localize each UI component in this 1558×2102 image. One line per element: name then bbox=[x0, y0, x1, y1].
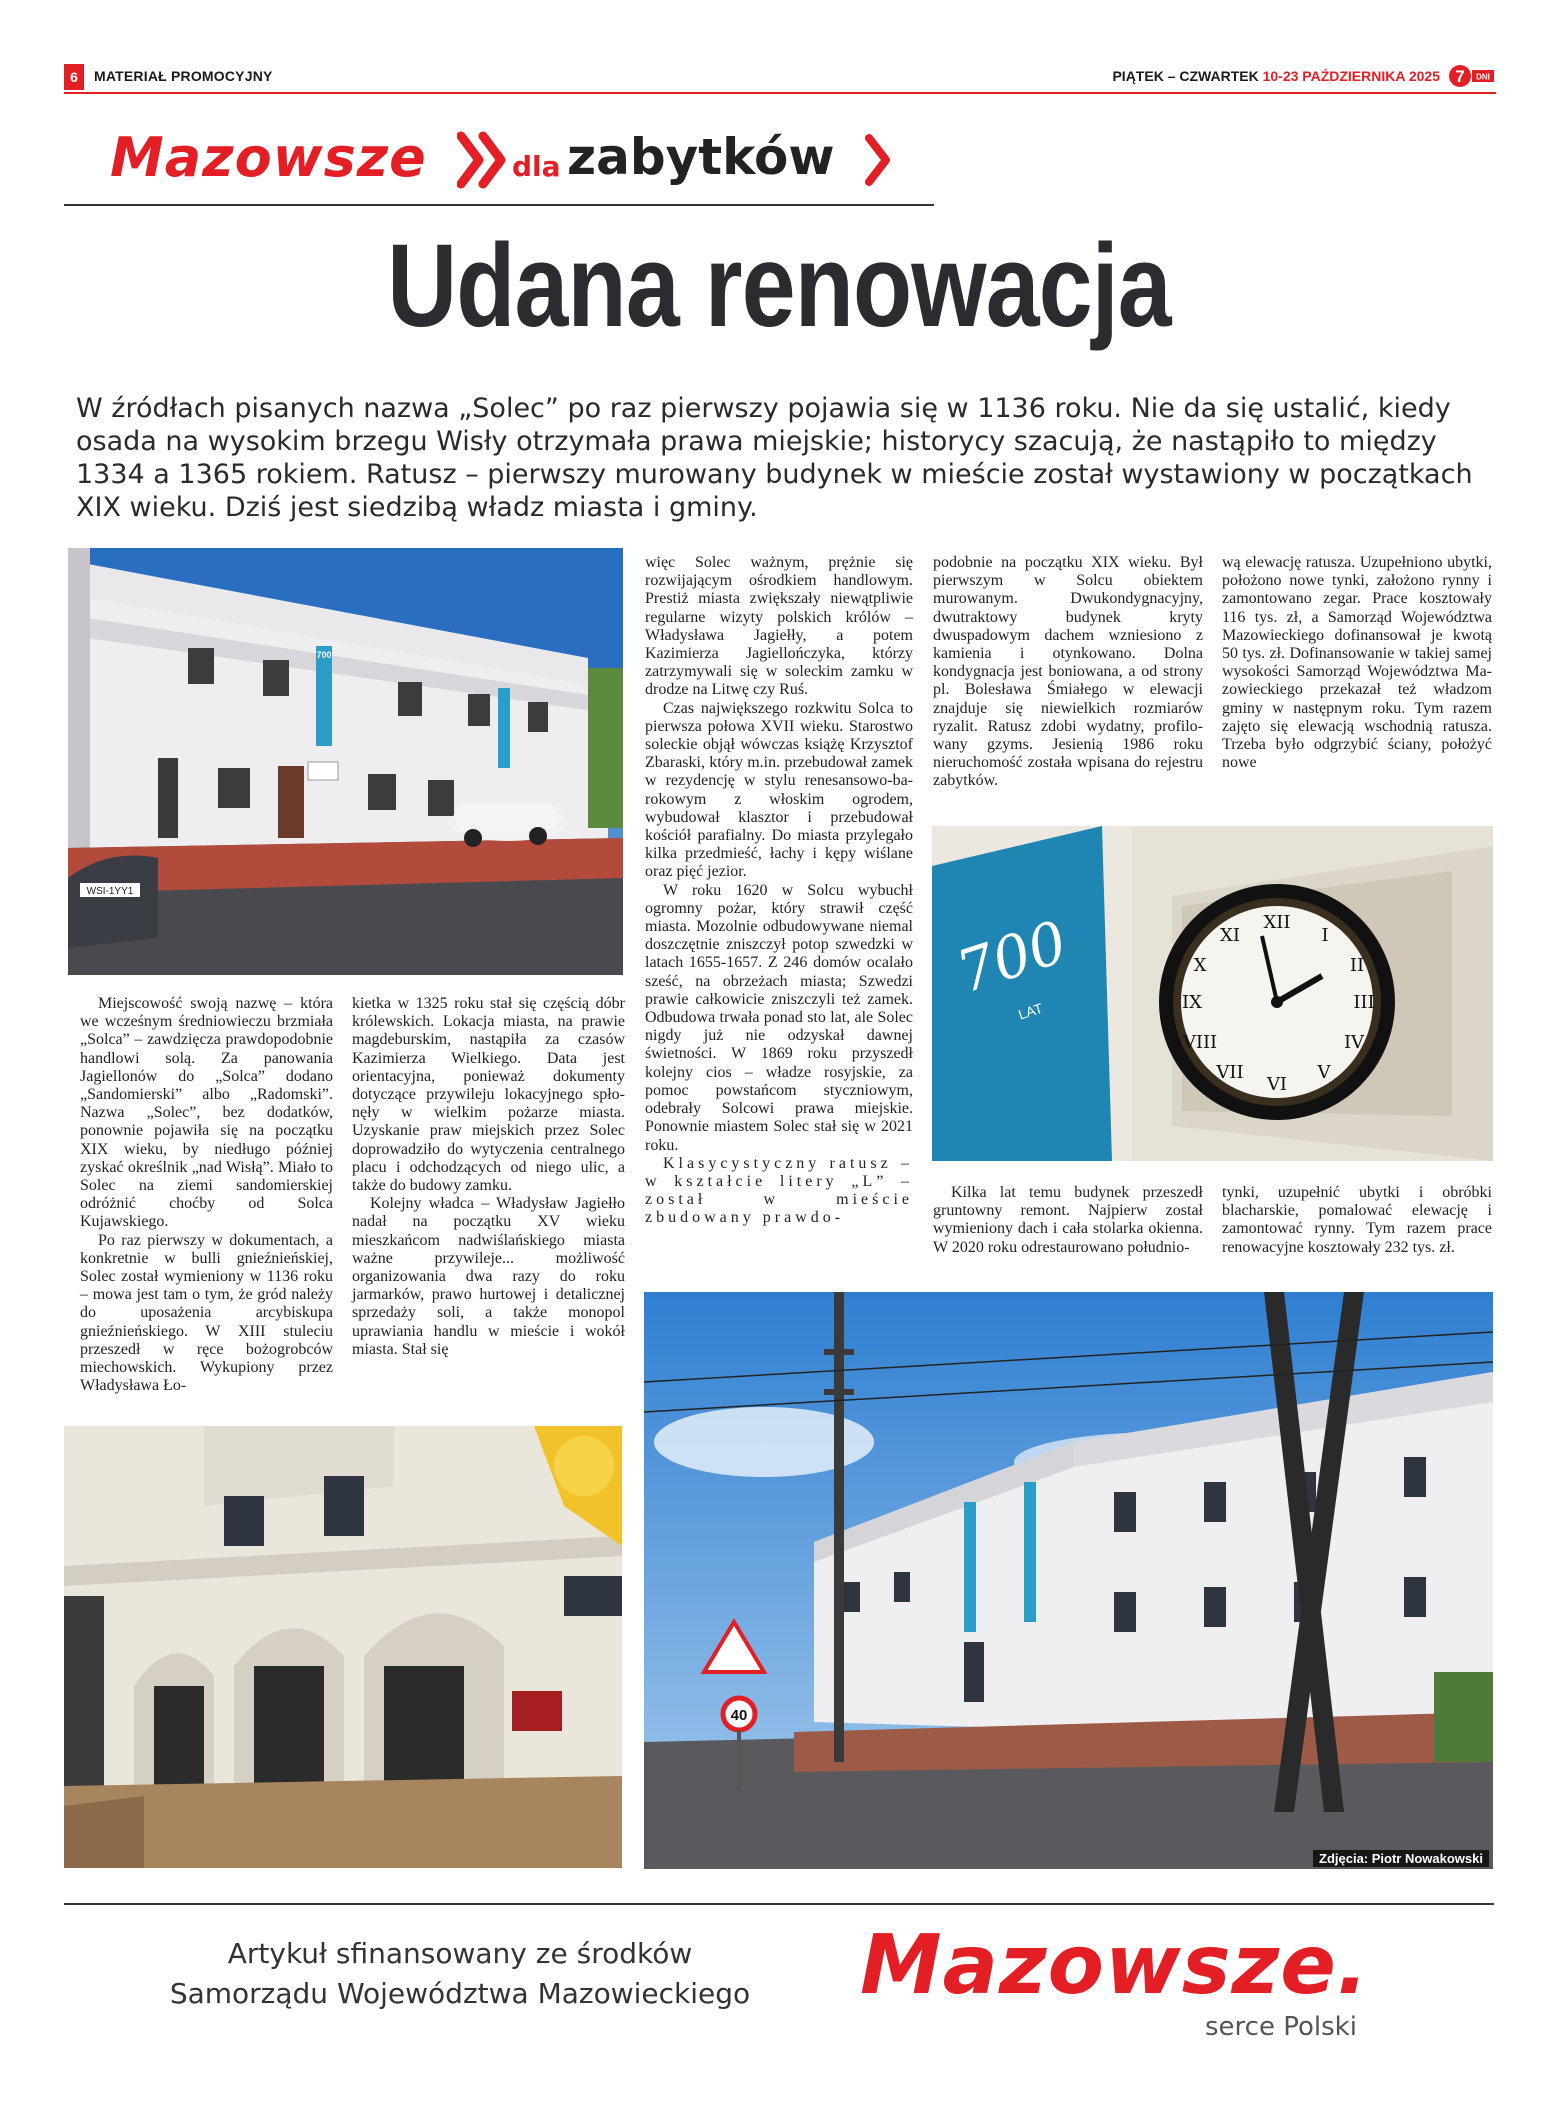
text-column-5 bbox=[1222, 554, 1492, 772]
paragraph: Czas największego rozkwitu Solca to pierwsza połowa XVII wieku. Starostwo soleckie objął wówczas książę Krzysztof Zbaraski, który m.in. przebudował zamek w rezydencję w stylu renesansowo-barokowym z włoskim ogrodem, wybudował klasztor i przebudował kościół parafialny. Do miasta przylegało kilka przedmieść, łachy i kępy wiślane oraz pięć jezior. bbox=[645, 699, 913, 881]
double-chevron-icon bbox=[457, 130, 513, 190]
text-column-4b bbox=[933, 1184, 1203, 1257]
arcade-illustration bbox=[64, 1426, 622, 1868]
paragraph: podobnie na początku XIX wieku. Był pierwszym w Solcu obiektem murowanym. Dwukondygnacyjny, dwutraktowy budynek kryty dwuspadowym dachem wzniesiono z kamienia i otynkowano. Dolna kondygnacja jest boniowana, a od strony pl. Bolesława Śmiałego w elewacji znajduje się niewielkich rozmiarów ryzalit. Ratusz zdobi wydatny, profilowany gzyms. Jesienią 1986 roku nieruchomość została wpisana do rejestru zabytków. bbox=[933, 554, 1203, 790]
paragraph: W roku 1620 w Solcu wybuchł ogromny pożar, który strawił część miasta. Mozolnie odbudowywane niemal doszczętnie zniszczył potop szwedzki w latach 1655-1657. Z 246 domów ocalało sześć, na obrzeżach miasta; Szwedzi prawie całkowicie zniszczyli też zamek. Odbudowa trwała ponad sto lat, ale Solec nigdy już nie odzyskał dawnej świetności. W 1869 roku przyszedł kolejny cios – władze rosyjskie, za pomoc powstańcom styczniowym, odebrały Solcowi prawa miejskie. Ponownie miastem Solec stał się w 2021 roku. bbox=[645, 881, 913, 1154]
svg-text:VI: VI bbox=[1266, 1074, 1288, 1095]
car-plate: WSI-1YY1 bbox=[86, 886, 134, 897]
paragraph: kietka w 1325 roku stał się częścią dóbr królewskich. Lokacja miasta, na prawie magdeburskim, nastąpiła za czasów Kazimierza Wielkiego. Data jest orientacyjna, ponieważ dokumenty dotyczące przywileju lokacyjnego spłonęły w wielkim pożarze miasta. Uzyskanie praw miejskich przez Solec doprowadziło do wytyczenia centralnego placu i odchodzących od niego ulic, a także do budowy zamku. bbox=[352, 995, 625, 1195]
section-label: MATERIAŁ PROMOCYJNY bbox=[94, 68, 273, 84]
text-column-5b bbox=[1222, 1184, 1492, 1257]
article-lead: W źródłach pisanych nazwa „Solec” po raz pierwszy pojawia się w 1136 roku. Nie da się ustalić, kiedy osada na wysokim brzegu Wisły otrzymała prawa miejskie; historycy szacują, że nastąpiło to między 1334 a 1365 rokiem. Ratusz – pierwszy murowany budynek w mieście został wystawiony w początkach XIX wieku. Dziś jest siedzibą władz miasta i gminy. bbox=[76, 393, 1473, 523]
paragraph: Miejscowość swoją nazwę – która we wcześnym średniowieczu brzmiała „Solca” – zawdzięcza prawdopodobnie handlowi solą. Za panowania Jagiellonów do „Solca” dodano „Sandomierski” albo „Radomski”. Nazwa „Solec”, bez dodatków, ponownie pojawiła się na początku XIX wieku, by niedługo później zyskać określnik „nad Wisłą”. Miało to Solec na ziemi sandomierskiej odróżnić choćby od Solca Kujawskiego. bbox=[80, 995, 333, 1231]
issue-date bbox=[1112, 68, 1440, 84]
paper-logo bbox=[1448, 64, 1496, 88]
svg-text:I: I bbox=[1321, 925, 1329, 946]
page-number: 6 bbox=[64, 64, 84, 90]
paragraph: wą elewację ratusza. Uzupełniono ubytki, położono nowe tynki, założono rynny i zamontowano zegar. Prace kosztowały 116 tys. zł, a Samorząd Województwa Mazowieckiego dofinansował je kwotą 50 tys. zł. Dofinansowanie w takiej samej wysokości Samorząd Województwa Mazowieckiego przekazał też władzom gminy w następnym roku. Tym razem zajęto się elewacją wschodnią ratusza. Trzeba było odgrzybić ściany, położyć nowe bbox=[1222, 554, 1492, 772]
photo-credit: Zdjęcia: Piotr Nowakowski bbox=[1313, 1850, 1489, 1867]
article-title: Udana renowacja bbox=[387, 220, 1171, 352]
footer-line-2: Samorządu Województwa Mazowieckiego bbox=[169, 1977, 751, 2010]
street-corner-illustration bbox=[644, 1292, 1493, 1869]
paragraph: więc Solec ważnym, prężnie się rozwijającym ośrodkiem handlowym. Prestiż miasta zwiększały niewątpliwie regularne wizyty polskich królów – Władysława Jagiełły, a potem Kazimierza Jagiellończyka, którzy zatrzymywali się w soleckim zamku w drodze na Litwę czy Ruś. bbox=[645, 554, 913, 699]
photo-arcade-entrance bbox=[64, 1426, 622, 1868]
date-prefix: PIĄTEK – CZWARTEK bbox=[1112, 68, 1263, 84]
svg-text:IX: IX bbox=[1182, 992, 1202, 1013]
banner-700-large: 700 bbox=[948, 907, 1075, 1007]
photo-town-hall-street bbox=[68, 548, 623, 975]
svg-text:XII: XII bbox=[1263, 912, 1291, 933]
text-column-3 bbox=[645, 554, 913, 1228]
footer-funding-note bbox=[120, 1934, 800, 2014]
paragraph: Klasycystyczny ratusz – w kształcie litery „L” – został w mieście zbudowany prawdo- bbox=[645, 1154, 913, 1227]
footer-divider bbox=[64, 1903, 1494, 1905]
paragraph: Po raz pierwszy w dokumentach, a konkretnie w bulli gnieźnieńskiej, Solec został wymieniony w 1136 roku – mowa jest tam o tym, że gród należy do uposażenia arcybiskupa gnieźnieńskiego. W XIII stuleciu przeszedł w ręce bożogrobców miechowskich. Wykupiony przez Władysława Ło- bbox=[80, 1231, 333, 1395]
brand-zabytkow: zabytków bbox=[567, 128, 835, 186]
text-column-4 bbox=[933, 554, 1203, 791]
town-hall-illustration bbox=[68, 548, 623, 975]
svg-text:V: V bbox=[1317, 1062, 1331, 1083]
footer-tagline: serce Polski bbox=[1205, 2012, 1357, 2042]
svg-text:VII: VII bbox=[1216, 1062, 1244, 1083]
text-column-2 bbox=[352, 995, 625, 1359]
footer-line-1: Artykuł sfinansowany ze środków bbox=[227, 1937, 693, 1970]
mazowsze-logo-text: Mazowsze bbox=[110, 126, 427, 189]
banner-700-small: 700 bbox=[316, 650, 332, 660]
svg-text:VIII: VIII bbox=[1182, 1032, 1218, 1053]
date-range: 10-23 PAŹDZIERNIKA 2025 bbox=[1262, 68, 1440, 84]
photo-clock-closeup bbox=[932, 826, 1493, 1161]
svg-text:7: 7 bbox=[1455, 67, 1465, 86]
banner-lat: LAT bbox=[1016, 999, 1045, 1023]
svg-text:DNI: DNI bbox=[1476, 72, 1490, 82]
clock-illustration bbox=[932, 826, 1493, 1161]
svg-text:XI: XI bbox=[1220, 925, 1240, 946]
svg-text:X: X bbox=[1193, 955, 1207, 976]
paragraph: Kilka lat temu budynek przeszedł gruntowny remont. Najpierw został wymieniony dach i cała stolarka okienna. W 2020 roku odrestaurowano południo- bbox=[933, 1184, 1203, 1256]
chevron-right-icon bbox=[864, 132, 894, 188]
paragraph: Kolejny władca – Władysław Jagiełło nadał na początku XV wieku mieszkańcom nadwiślańskiego miasta ważne przywileje... możliwość organizowania dwa razy do roku jarmarków, prawo hurtowej i detalicznej sprzedaży soli, a także monopol uprawiania handlu w mieście i wokół miasta. Stał się bbox=[352, 1195, 625, 1358]
svg-text:III: III bbox=[1353, 992, 1375, 1013]
svg-text:IV: IV bbox=[1343, 1032, 1365, 1053]
page-header bbox=[64, 64, 1496, 94]
campaign-banner bbox=[64, 122, 934, 206]
photo-street-corner bbox=[644, 1292, 1493, 1869]
text-column-1 bbox=[80, 995, 333, 1395]
brand-dla: dla bbox=[512, 150, 561, 183]
paragraph: tynki, uzupełnić ubytki i obróbki blacharskie, pomalować elewację i zamontować rynny. Tym razem prace renowacyjne kosztowały 232 tys. zł. bbox=[1222, 1184, 1492, 1256]
speed-limit-sign: 40 bbox=[730, 1707, 748, 1724]
mazowsze-footer-logo: Mazowsze. bbox=[860, 1918, 1370, 2013]
svg-text:II: II bbox=[1349, 955, 1365, 976]
